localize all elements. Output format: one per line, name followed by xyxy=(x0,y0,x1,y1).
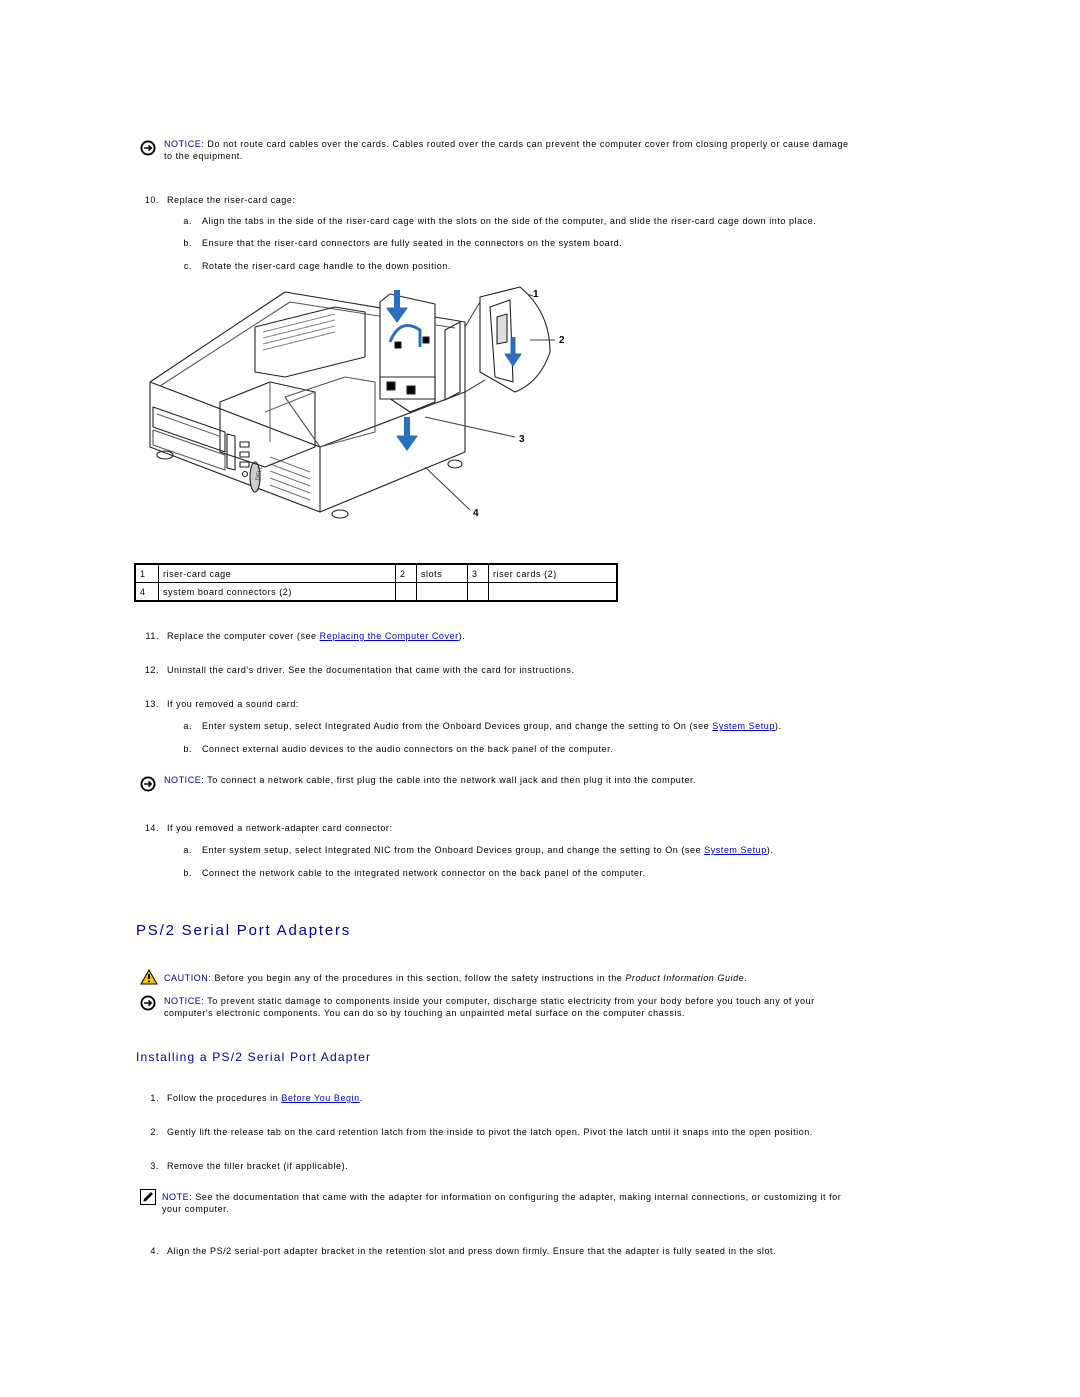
callout-1: 1 xyxy=(533,289,539,300)
note-pencil-icon xyxy=(140,1189,156,1210)
step-text: Remove the filler bracket (if applicable). xyxy=(167,1161,349,1171)
replacing-computer-cover-link[interactable]: Replacing the Computer Cover xyxy=(319,631,459,641)
legend-label: riser-card cage xyxy=(159,564,396,583)
legend-label: system board connectors (2) xyxy=(159,583,396,602)
callout-4: 4 xyxy=(473,508,479,519)
svg-text:DELL: DELL xyxy=(255,465,264,482)
callout-2: 2 xyxy=(559,335,565,346)
figure-legend-table xyxy=(134,563,618,602)
legend-label xyxy=(489,583,618,602)
step-number: 2. xyxy=(150,1127,159,1137)
step-text: Gently lift the release tab on the card retention latch from the inside to pivot the latch open. Pivot the latch until it snaps into the open position. xyxy=(167,1127,813,1137)
substep-text: Connect external audio devices to the audio connectors on the back panel of the computer. xyxy=(202,744,614,754)
notice-text: NOTICE: To connect a network cable, first plug the cable into the network wall jack and then plug it into the computer. xyxy=(164,775,697,785)
substep-letter: a. xyxy=(183,721,192,731)
notice-text: NOTICE: To prevent static damage to components inside your computer, discharge static electricity from your body before you touch any of your xyxy=(164,996,815,1006)
note-text-continued: your computer. xyxy=(162,1204,230,1214)
step-text: Uninstall the card's driver. See the documentation that came with the card for instructions. xyxy=(167,665,575,675)
step-number: 4. xyxy=(150,1246,159,1256)
note-text: NOTE: See the documentation that came with the adapter for information on configuring the adapter, making internal connections, or customizing it for xyxy=(162,1192,842,1202)
caution-icon xyxy=(140,969,158,990)
caution-text: CAUTION: Before you begin any of the procedures in this section, follow the safety instructions in the Product Information Guide. xyxy=(164,973,748,983)
table-row xyxy=(135,583,617,602)
legend-label: slots xyxy=(417,564,468,583)
legend-label: riser cards (2) xyxy=(489,564,618,583)
callout-3: 3 xyxy=(519,434,525,445)
substep-letter: a. xyxy=(183,216,192,226)
legend-label xyxy=(417,583,468,602)
step-text: Replace the computer cover (see Replacing the Computer Cover). xyxy=(167,631,466,641)
subsection-title: Installing a PS/2 Serial Port Adapter xyxy=(136,1050,372,1064)
legend-number: 3 xyxy=(468,564,489,583)
legend-number xyxy=(396,583,417,602)
step-text: Align the PS/2 serial-port adapter bracket in the retention slot and press down firmly. Ensure that the adapter is fully seated in the slot. xyxy=(167,1246,777,1256)
notice-text: NOTICE: Do not route card cables over the cards. Cables routed over the cards can prevent the computer cover from closing properly or cause damage xyxy=(164,139,849,149)
notice-icon xyxy=(140,776,156,797)
before-you-begin-link[interactable]: Before You Begin xyxy=(281,1093,360,1103)
substep-letter: a. xyxy=(183,845,192,855)
step-number: 13. xyxy=(144,699,159,709)
notice-icon xyxy=(140,140,156,161)
step-number: 14. xyxy=(144,823,159,833)
substep-text: Ensure that the riser-card connectors are fully seated in the connectors on the system board. xyxy=(202,238,623,248)
system-setup-link[interactable]: System Setup xyxy=(712,721,775,731)
step-number: 1. xyxy=(150,1093,159,1103)
substep-text: Align the tabs in the side of the riser-card cage with the slots on the side of the computer, and slide the riser-card cage down into place. xyxy=(202,216,817,226)
notice-icon xyxy=(140,995,156,1016)
step-number: 10. xyxy=(144,195,159,205)
step-number: 12. xyxy=(144,665,159,675)
substep-text: Rotate the riser-card cage handle to the down position. xyxy=(202,261,451,271)
legend-number: 1 xyxy=(135,564,159,583)
substep-letter: b. xyxy=(183,868,192,878)
notice-text-continued: to the equipment. xyxy=(164,151,243,161)
notice-text-continued: computer's electronic components. You can do so by touching an unpainted metal surface on the computer chassis. xyxy=(164,1008,686,1018)
substep-letter: b. xyxy=(183,744,192,754)
substep-letter: c. xyxy=(183,261,192,271)
substep-text: Connect the network cable to the integrated network connector on the back panel of the computer. xyxy=(202,868,646,878)
substep-text: Enter system setup, select Integrated Audio from the Onboard Devices group, and change the setting to On (see System Setup). xyxy=(202,721,782,731)
riser-card-cage-illustration xyxy=(135,282,575,542)
legend-number: 2 xyxy=(396,564,417,583)
step-text: If you removed a network-adapter card connector: xyxy=(167,823,393,833)
step-text: Follow the procedures in Before You Begin. xyxy=(167,1093,363,1103)
substep-text: Enter system setup, select Integrated NIC from the Onboard Devices group, and change the setting to On (see System Setup). xyxy=(202,845,774,855)
table-row xyxy=(135,564,617,583)
step-number: 3. xyxy=(150,1161,159,1171)
section-title: PS/2 Serial Port Adapters xyxy=(136,922,352,939)
legend-number: 4 xyxy=(135,583,159,602)
step-text: Replace the riser-card cage: xyxy=(167,195,296,205)
step-number: 11. xyxy=(145,631,159,641)
step-text: If you removed a sound card: xyxy=(167,699,299,709)
substep-letter: b. xyxy=(183,238,192,248)
system-setup-link[interactable]: System Setup xyxy=(704,845,767,855)
legend-number xyxy=(468,583,489,602)
